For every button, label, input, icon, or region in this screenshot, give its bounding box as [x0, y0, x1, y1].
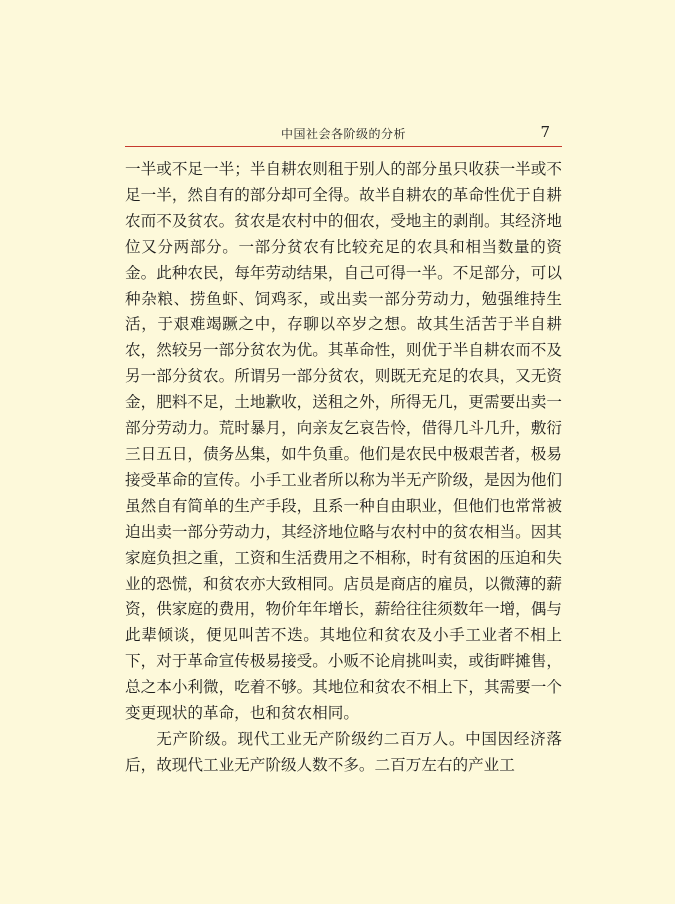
paragraph-1: 一半或不足一半；半自耕农则租于别人的部分虽只收获一半或不足一半，然自有的部分却可全得。故半自耕农的革命性优于自耕农而不及贫农。贫农是农村中的佃农，受地主的剥削。其经济地位又分两部分。一部分贫农有比较充足的农具和相当数量的资金。此种农民，每年劳动结果，自己可得一半。不足部分，可以种杂粮、捞鱼虾、饲鸡豕，或出卖一部分劳动力，勉强维持生活，于艰难竭蹶之中，存聊以卒岁之想。故其生活苦于半自耕农，然较另一部分贫农为优。其革命性，则优于半自耕农而不及另一部分贫农。所谓另一部分贫农，则既无充足的农具，又无资金，肥料不足，土地歉收，送租之外，所得无几，更需要出卖一部分劳动力。荒时暴月，向亲友乞哀告怜，借得几斗几升，敷衍三日五日，债务丛集，如牛负重。他们是农民中极艰苦者，极易接受革命的宣传。小手工业者所以称为半无产阶级，是因为他们虽然自有简单的生产手段，且系一种自由职业，但他们也常常被迫出卖一部分劳动力，其经济地位略与农村中的贫农相当。因其家庭负担之重，工资和生活费用之不相称，时有贫困的压迫和失业的恐慌，和贫农亦大致相同。店员是商店的雇员，以微薄的薪资，供家庭的费用，物价年年增长，薪给往往须数年一增，偶与此辈倾谈，便见叫苦不迭。其地位和贫农及小手工业者不相上下，对于革命宣传极易接受。小贩不论肩挑叫卖，或街畔摊售，总之本小利微，吃着不够。其地位和贫农不相上下，其需要一个变更现状的革命，也和贫农相同。	[125, 160, 562, 723]
running-title: 中国社会各阶级的分析	[280, 127, 406, 141]
body-text	[125, 157, 562, 779]
paragraph-2: 无产阶级。现代工业无产阶级约二百万人。中国因经济落后，故现代工业无产阶级人数不多。二百万左右的产业工	[125, 729, 562, 774]
running-header	[125, 120, 562, 147]
page-number: 7	[540, 123, 550, 141]
